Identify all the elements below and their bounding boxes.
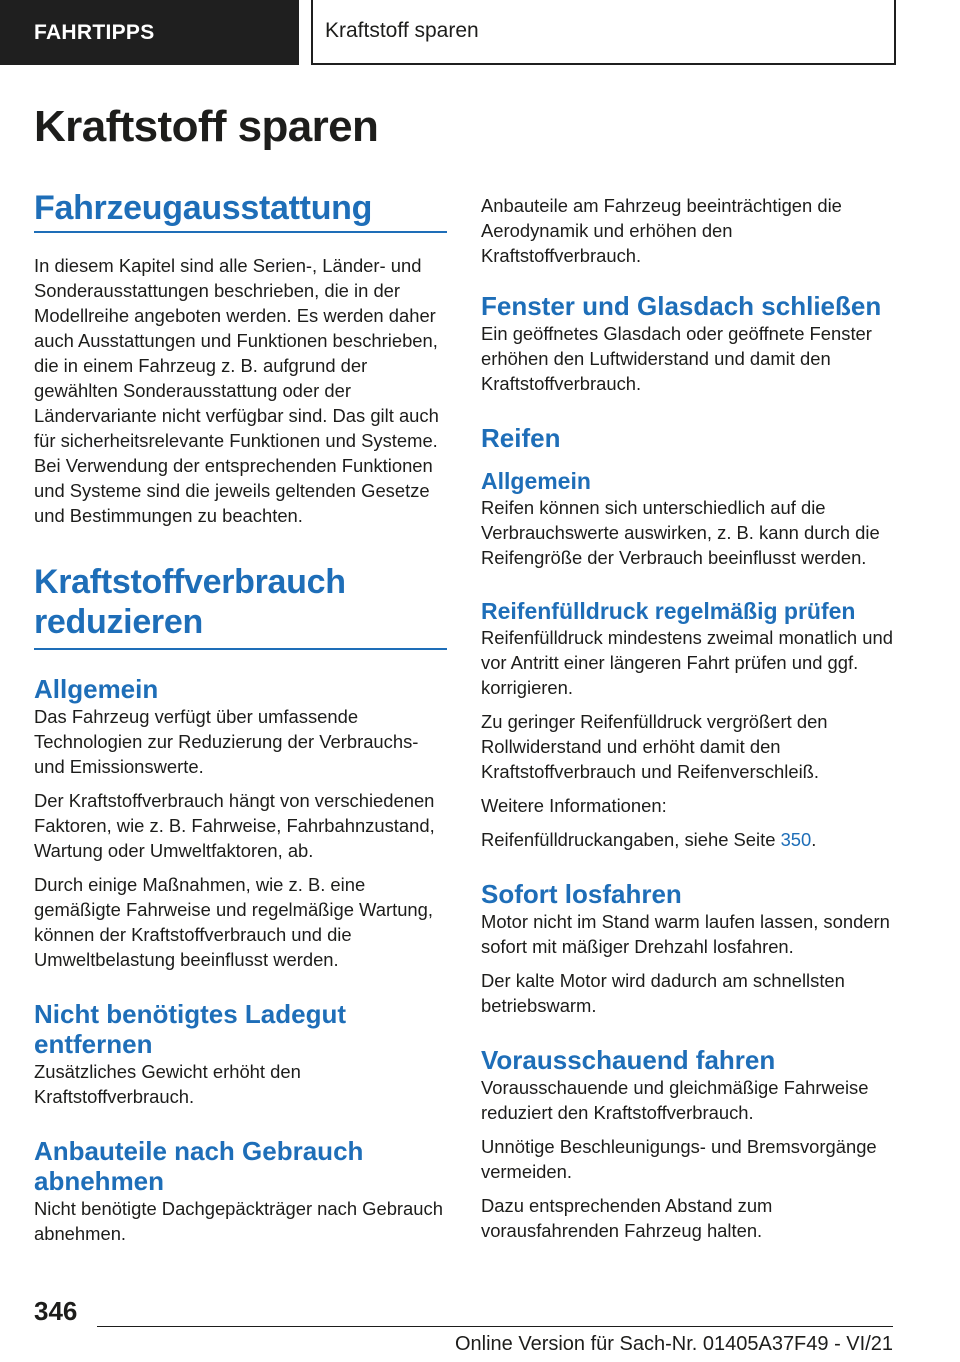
druck-4-text: Reifenfülldruckangaben, siehe Seite [481,829,781,850]
paragraph-losfahren-1: Motor nicht im Stand warm laufen lassen, sondern sofort mit mäßiger Drehzahl losfahren. [481,911,890,957]
heading-reifen-allgemein: Allgemein [481,468,591,494]
heading-reifenfuelldruck: Reifenfülldruck regelmäßig prüfen [481,598,856,624]
heading-verbrauch-line2: reduzieren [34,603,203,641]
paragraph-anbauteile-2: Anbauteile am Fahrzeug beeinträchtigen die Aerodynamik und erhöhen den Kraftstoffverbrauch. [481,195,842,266]
paragraph-druck-1: Reifenfülldruck mindestens zweimal monatlich und vor Antritt einer längeren Fahrt prüfen und ggf. korrigieren. [481,627,893,698]
paragraph-voraus-1: Vorausschauende und gleichmäßige Fahrweise reduziert den Kraftstoffverbrauch. [481,1077,869,1123]
page-reference-link[interactable]: 350 [780,829,812,850]
heading-verbrauch-reduzieren [34,562,447,650]
heading-verbrauch-line1: Kraftstoffverbrauch [34,563,346,601]
page-number: 346 [34,1296,78,1326]
paragraph-anbauteile: Nicht benötigte Dachgepäckträger nach Gebrauch abnehmen. [34,1198,443,1244]
heading-anbauteile: Anbauteile nach Gebrauch abnehmen [34,1136,364,1196]
section-tab: Kraftstoff sparen [311,0,896,65]
chapter-tab: FAHRTIPPS [0,0,299,65]
heading-losfahren: Sofort losfahren [481,879,682,909]
paragraph-druck-3: Weitere Informationen: [481,795,667,816]
right-column [481,193,895,1252]
paragraph-druck-4 [481,827,895,852]
paragraph-allgemein-2: Der Kraftstoffverbrauch hängt von verschiedenen Faktoren, wie z. B. Fahrweise, Fahrbahnzustand, Wartung oder Umweltfaktoren, ab. [34,790,435,861]
druck-4-end: . [811,829,817,850]
paragraph-voraus-2: Unnötige Beschleunigungs- und Bremsvorgänge vermeiden. [481,1136,877,1182]
paragraph-allgemein-3: Durch einige Maßnahmen, wie z. B. eine gemäßigte Fahrweise und regelmäßige Wartung, können der Kraftstoffverbrauch und die Umweltbelastung beeinflusst werden. [34,874,433,970]
page-title: Kraftstoff sparen [34,102,379,151]
paragraph-fenster: Ein geöffnetes Glasdach oder geöffnete Fenster erhöhen den Luftwiderstand und damit den Kraftstoffverbrauch. [481,323,872,394]
paragraph-voraus-3: Dazu entsprechenden Abstand zum vorausfahrenden Fahrzeug halten. [481,1195,773,1241]
left-column [34,188,447,1255]
heading-allgemein: Allgemein [34,674,159,704]
paragraph-ausstattung: In diesem Kapitel sind alle Serien-, Länder- und Sonderausstattungen beschrieben, die in der Modellreihe angeboten werden. Es werden daher auch Ausstattungen und Funktionen beschrieben, die in einem Fahrzeug z. B. aufgrund der gewählten Sonderausstattung oder der Ländervariante nicht verfügbar sind. Das gilt auch für sicherheitsrelevante Funktionen und Systeme. Bei Verwendung der entsprechenden Funktionen und Systeme sind die jeweils geltenden Gesetze und Bestimmungen zu beachten. [34,255,439,526]
heading-vorausschauend: Vorausschauend fahren [481,1045,776,1075]
paragraph-druck-2: Zu geringer Reifenfülldruck vergrößert den Rollwiderstand und erhöht damit den Kraftstoffverbrauch und Reifenverschleiß. [481,711,828,782]
paragraph-losfahren-2: Der kalte Motor wird dadurch am schnellsten betriebswarm. [481,970,845,1016]
heading-fenster: Fenster und Glasdach schließen [481,291,882,321]
paragraph-reifen-allgemein: Reifen können sich unterschiedlich auf die Verbrauchswerte auswirken, z. B. kann durch die Reifengröße der Verbrauch beeinflusst werden. [481,497,880,568]
heading-reifen: Reifen [481,423,561,453]
heading-fahrzeugausstattung: Fahrzeugausstattung [34,188,447,233]
heading-ladegut: Nicht benötigtes Ladegut entfernen [34,999,346,1059]
paragraph-allgemein-1: Das Fahrzeug verfügt über umfassende Technologien zur Reduzierung der Verbrauchs- und Emissionswerte. [34,706,419,777]
footer-divider [97,1326,893,1327]
paragraph-ladegut: Zusätzliches Gewicht erhöht den Kraftstoffverbrauch. [34,1061,301,1107]
footer-version: Online Version für Sach-Nr. 01405A37F49 - VI/21 [454,1333,893,1355]
